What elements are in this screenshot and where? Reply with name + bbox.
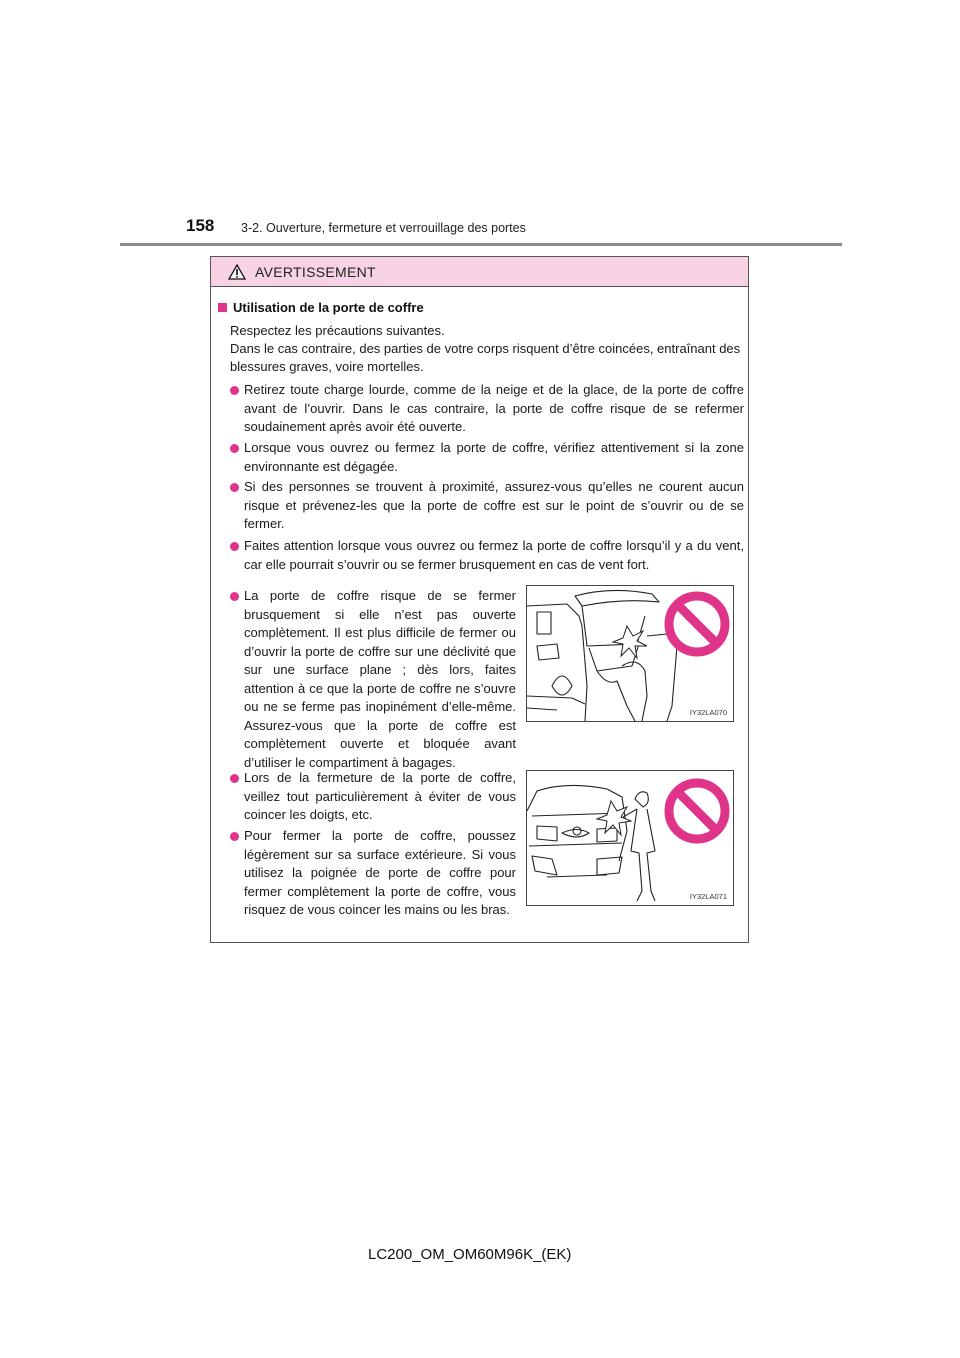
section-title [218, 300, 424, 315]
page-number: 158 [186, 216, 215, 235]
bullet-icon [230, 542, 239, 551]
square-bullet-icon [218, 303, 227, 312]
bullet-icon [230, 592, 239, 601]
list-item-text: Si des personnes se trouvent à proximité, assurez-vous qu’elles ne courent aucun risque et prévenez-les que la porte de coffre est sur le point de s’ouvrir ou de se fermer. [244, 479, 744, 531]
bullet-icon [230, 832, 239, 841]
list-item-text: La porte de coffre risque de se fermer brusquement si elle n’est pas ouverte complètement. Il est plus difficile de fermer ou d’ouvrir la porte de coffre sur une déclivité que sur une surface plane ; dès lors, faites attention à ce que la porte de coffre ne s’ouvre ou ne se ferme pas inopinément d’elle-même. Assurez-vous que la porte de coffre est complètement ouverte et bloquée avant d’utiliser le compartiment à bagages. [244, 588, 516, 770]
prohibited-icon [669, 783, 725, 839]
warning-title: AVERTISSEMENT [255, 263, 376, 280]
warning-box [210, 256, 749, 943]
header-rule [120, 243, 842, 246]
bullet-icon [230, 483, 239, 492]
warning-header [211, 257, 748, 287]
intro-text: Respectez les précautions suivantes. Dans le cas contraire, des parties de votre corps risquent d’être coincées, entraînant des blessures graves, voire mortelles. [230, 323, 741, 374]
bullet-icon [230, 774, 239, 783]
warning-triangle-icon [228, 264, 246, 280]
illustration-code: IY32LA070 [689, 708, 727, 717]
bullet-icon [230, 444, 239, 453]
list-item [230, 478, 744, 534]
list-item-text: Lors de la fermeture de la porte de coffre, veillez tout particulièrement à éviter de vous coincer les doigts, etc. [244, 770, 516, 822]
illustration-closing-tailgate [526, 770, 734, 906]
illustration-open-tailgate [526, 585, 734, 722]
document-footer: LC200_OM_OM60M96K_(EK) [368, 1246, 572, 1263]
list-item [230, 537, 744, 574]
section-header: 3-2. Ouverture, fermeture et verrouillage des portes [241, 221, 526, 235]
list-item [230, 439, 744, 476]
list-item [230, 587, 516, 772]
bullet-icon [230, 386, 239, 395]
list-item-text: Lorsque vous ouvrez ou fermez la porte de coffre, vérifiez attentivement si la zone environnante est dégagée. [244, 440, 744, 474]
list-item-text: Retirez toute charge lourde, comme de la neige et de la glace, de la porte de coffre avant de l’ouvrir. Dans le cas contraire, la porte de coffre risque de se refermer soudainement après avoir été ouverte. [244, 382, 744, 434]
section-title-text: Utilisation de la porte de coffre [233, 300, 424, 315]
illustration-code: IY32LA071 [689, 892, 727, 901]
prohibited-icon [669, 596, 725, 652]
list-item [230, 769, 516, 825]
list-item [230, 827, 516, 920]
list-item [230, 381, 744, 437]
list-item-text: Pour fermer la porte de coffre, poussez légèrement sur sa surface extérieure. Si vous utilisez la poignée de porte de coffre pour fermer complètement la porte de coffre, vous risquez de vous coincer les mains ou les bras. [244, 828, 516, 917]
list-item-text: Faites attention lorsque vous ouvrez ou fermez la porte de coffre lorsqu’il y a du vent, car elle pourrait s’ouvrir ou se fermer brusquement en cas de vent fort. [244, 538, 744, 572]
